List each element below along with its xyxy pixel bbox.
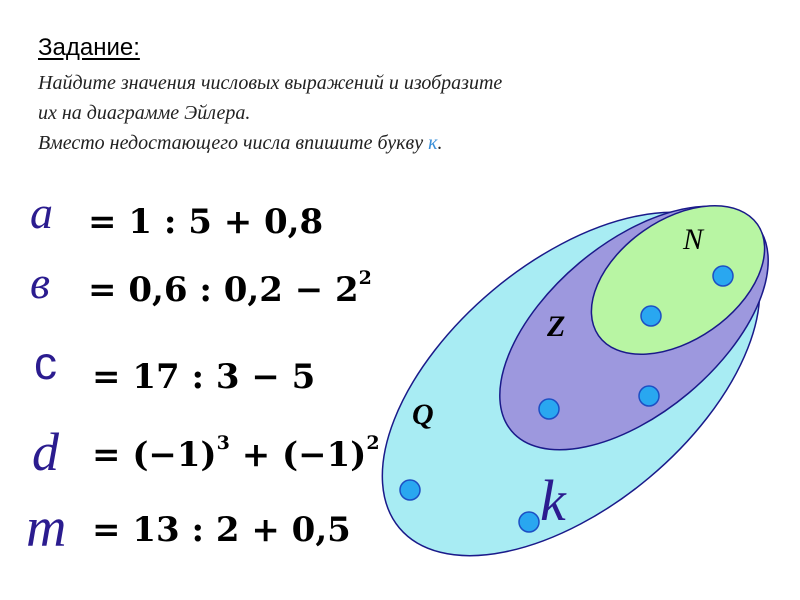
variable-v: в: [30, 257, 50, 308]
variable-d: d: [32, 422, 59, 482]
expression-d: [92, 432, 380, 475]
expression-d-exponent-1: 3: [216, 432, 230, 454]
variable-a: a: [30, 187, 53, 238]
expression-d-second: + (−1): [229, 435, 367, 475]
k-label: k: [540, 468, 566, 533]
expression-v-exponent: 2: [358, 267, 372, 289]
task-letter-k: к: [428, 132, 438, 154]
expression-v: [88, 267, 372, 310]
set-z-label: Z: [547, 310, 566, 343]
expression-d-exponent-2: 2: [366, 432, 380, 454]
variable-m: m: [26, 497, 67, 559]
set-q-label: Q: [412, 398, 434, 431]
task-instruction-line-1: Найдите значения числовых выражений и изобразите: [38, 72, 503, 94]
variable-c: c: [34, 337, 57, 389]
expression-a: = 1 : 5 + 0,8: [88, 202, 324, 242]
number-point[interactable]: [539, 399, 559, 419]
expression-c: = 17 : 3 − 5: [92, 357, 316, 397]
number-point[interactable]: [400, 480, 420, 500]
task-instruction-line-2: их на диаграмме Эйлера.: [38, 102, 251, 124]
set-n-label: N: [683, 223, 704, 256]
task-instruction-line-3-text: Вместо недостающего числа впишите букву: [38, 132, 429, 154]
expression-v-text: = 0,6 : 0,2 − 2: [88, 270, 359, 310]
task-heading: Задание:: [38, 34, 140, 61]
number-point[interactable]: [713, 266, 733, 286]
expression-m: = 13 : 2 + 0,5: [92, 510, 351, 550]
number-point[interactable]: [641, 306, 661, 326]
number-point[interactable]: [639, 386, 659, 406]
expression-d-first: = (−1): [92, 435, 217, 475]
task-instruction-line-3-end: .: [437, 132, 443, 154]
number-point[interactable]: [519, 512, 539, 532]
